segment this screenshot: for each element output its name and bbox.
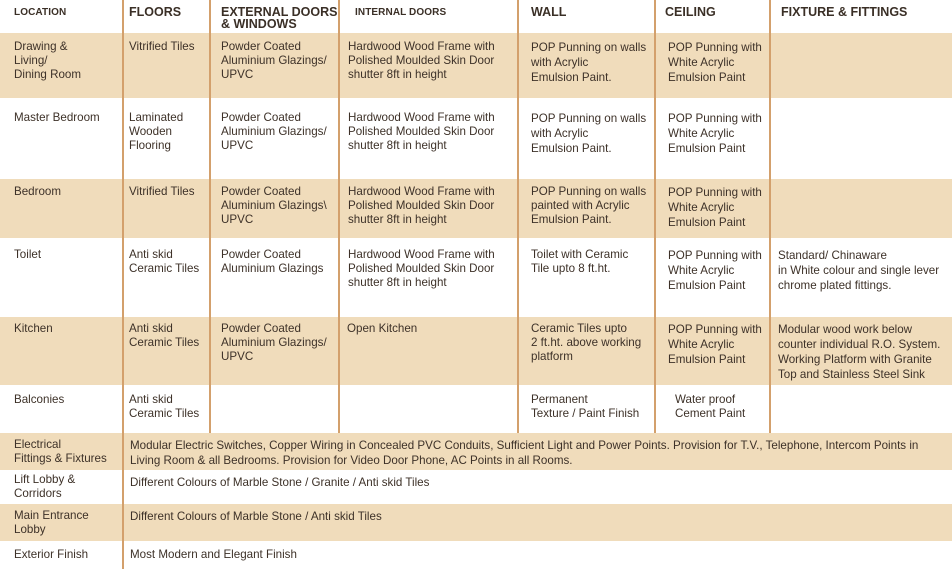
header-floors: FLOORS [129,5,182,19]
cell-wall: Toilet with Ceramic Tile upto 8 ft.ht. [531,248,629,275]
header-location: LOCATION [14,7,67,18]
cell-wall: POP Punning on walls with Acrylic Emulsion Paint. [531,41,647,84]
cell-location: Balconies [14,393,65,406]
cell-wall: Ceramic Tiles upto 2 ft.ht. above working platform [531,322,642,363]
cell-wide-text: Modular Electric Switches, Copper Wiring in Concealed PVC Conduits, Sufficient Light and Power Points. Provision for T.V., Telephone, Intercom Points in Living Room & all Bedrooms. Provision for Video Door Phone, AC Points in all Rooms. [130,439,919,467]
cell-location: Master Bedroom [14,111,100,124]
header-fixture-fittings: FIXTURE & FITTINGS [781,5,908,19]
cell-floors: Laminated Wooden Flooring [129,111,184,152]
cell-floors: Anti skid Ceramic Tiles [129,322,200,349]
cell-external: Powder Coated Aluminium Glazings/ UPVC [221,111,327,152]
cell-wide-text: Most Modern and Elegant Finish [130,548,297,561]
cell-location: Electrical Fittings & Fixtures [14,438,107,465]
cell-location: Kitchen [14,322,53,335]
cell-wall: POP Punning on walls painted with Acrylic Emulsion Paint. [531,185,647,226]
cell-ceiling: POP Punning with White Acrylic Emulsion Paint [668,323,762,366]
column-divider [654,0,656,433]
cell-wide-text: Different Colours of Marble Stone / Granite / Anti skid Tiles [130,476,430,489]
cell-location: Lift Lobby & Corridors [14,473,76,500]
column-divider [338,0,340,433]
cell-location: Bedroom [14,185,62,198]
column-divider [209,0,211,433]
header-ceiling: CEILING [665,5,716,19]
cell-external: Powder Coated Aluminium Glazings\ UPVC [221,185,327,226]
cell-wide-text: Different Colours of Marble Stone / Anti skid Tiles [130,510,382,523]
cell-ceiling: POP Punning with White Acrylic Emulsion Paint [668,249,762,292]
cell-floors: Vitrified Tiles [129,185,195,198]
cell-internal: Open Kitchen [347,322,418,335]
cell-external: Powder Coated Aluminium Glazings/ UPVC [221,40,327,81]
column-divider [122,0,124,569]
cell-external: Powder Coated Aluminium Glazings [221,248,324,275]
cell-location: Main Entrance Lobby [14,509,89,536]
cell-floors: Anti skid Ceramic Tiles [129,248,200,275]
header-internal-doors: INTERNAL DOORS [355,7,447,18]
cell-ceiling: POP Punning with White Acrylic Emulsion Paint [668,186,762,229]
cell-location: Drawing & Living/ Dining Room [14,40,82,81]
column-divider [769,0,771,433]
cell-fixture: Standard/ Chinaware in White colour and single lever chrome plated fittings. [778,249,940,292]
cell-internal: Hardwood Wood Frame with Polished Moulded Skin Door shutter 8ft in height [348,185,495,226]
cell-fixture: Modular wood work below counter individual R.O. System. Working Platform with Granite Top and Stainless Steel Sink [778,323,941,381]
cell-wall: Permanent Texture / Paint Finish [531,393,640,420]
cell-floors: Vitrified Tiles [129,40,195,53]
cell-ceiling: Water proof Cement Paint [675,393,746,420]
cell-floors: Anti skid Ceramic Tiles [129,393,200,420]
cell-wall: POP Punning on walls with Acrylic Emulsion Paint. [531,112,647,155]
cell-internal: Hardwood Wood Frame with Polished Moulded Skin Door shutter 8ft in height [348,248,495,289]
column-divider [517,0,519,433]
header-external-doors-windows: EXTERNAL DOORS & WINDOWS [221,5,338,31]
cell-internal: Hardwood Wood Frame with Polished Moulded Skin Door shutter 8ft in height [348,111,495,152]
cell-ceiling: POP Punning with White Acrylic Emulsion Paint [668,112,762,155]
cell-internal: Hardwood Wood Frame with Polished Moulded Skin Door shutter 8ft in height [348,40,495,81]
cell-external: Powder Coated Aluminium Glazings/ UPVC [221,322,327,363]
cell-location: Toilet [14,248,42,261]
header-wall: WALL [531,5,567,19]
cell-ceiling: POP Punning with White Acrylic Emulsion Paint [668,41,762,84]
cell-location: Exterior Finish [14,548,89,561]
